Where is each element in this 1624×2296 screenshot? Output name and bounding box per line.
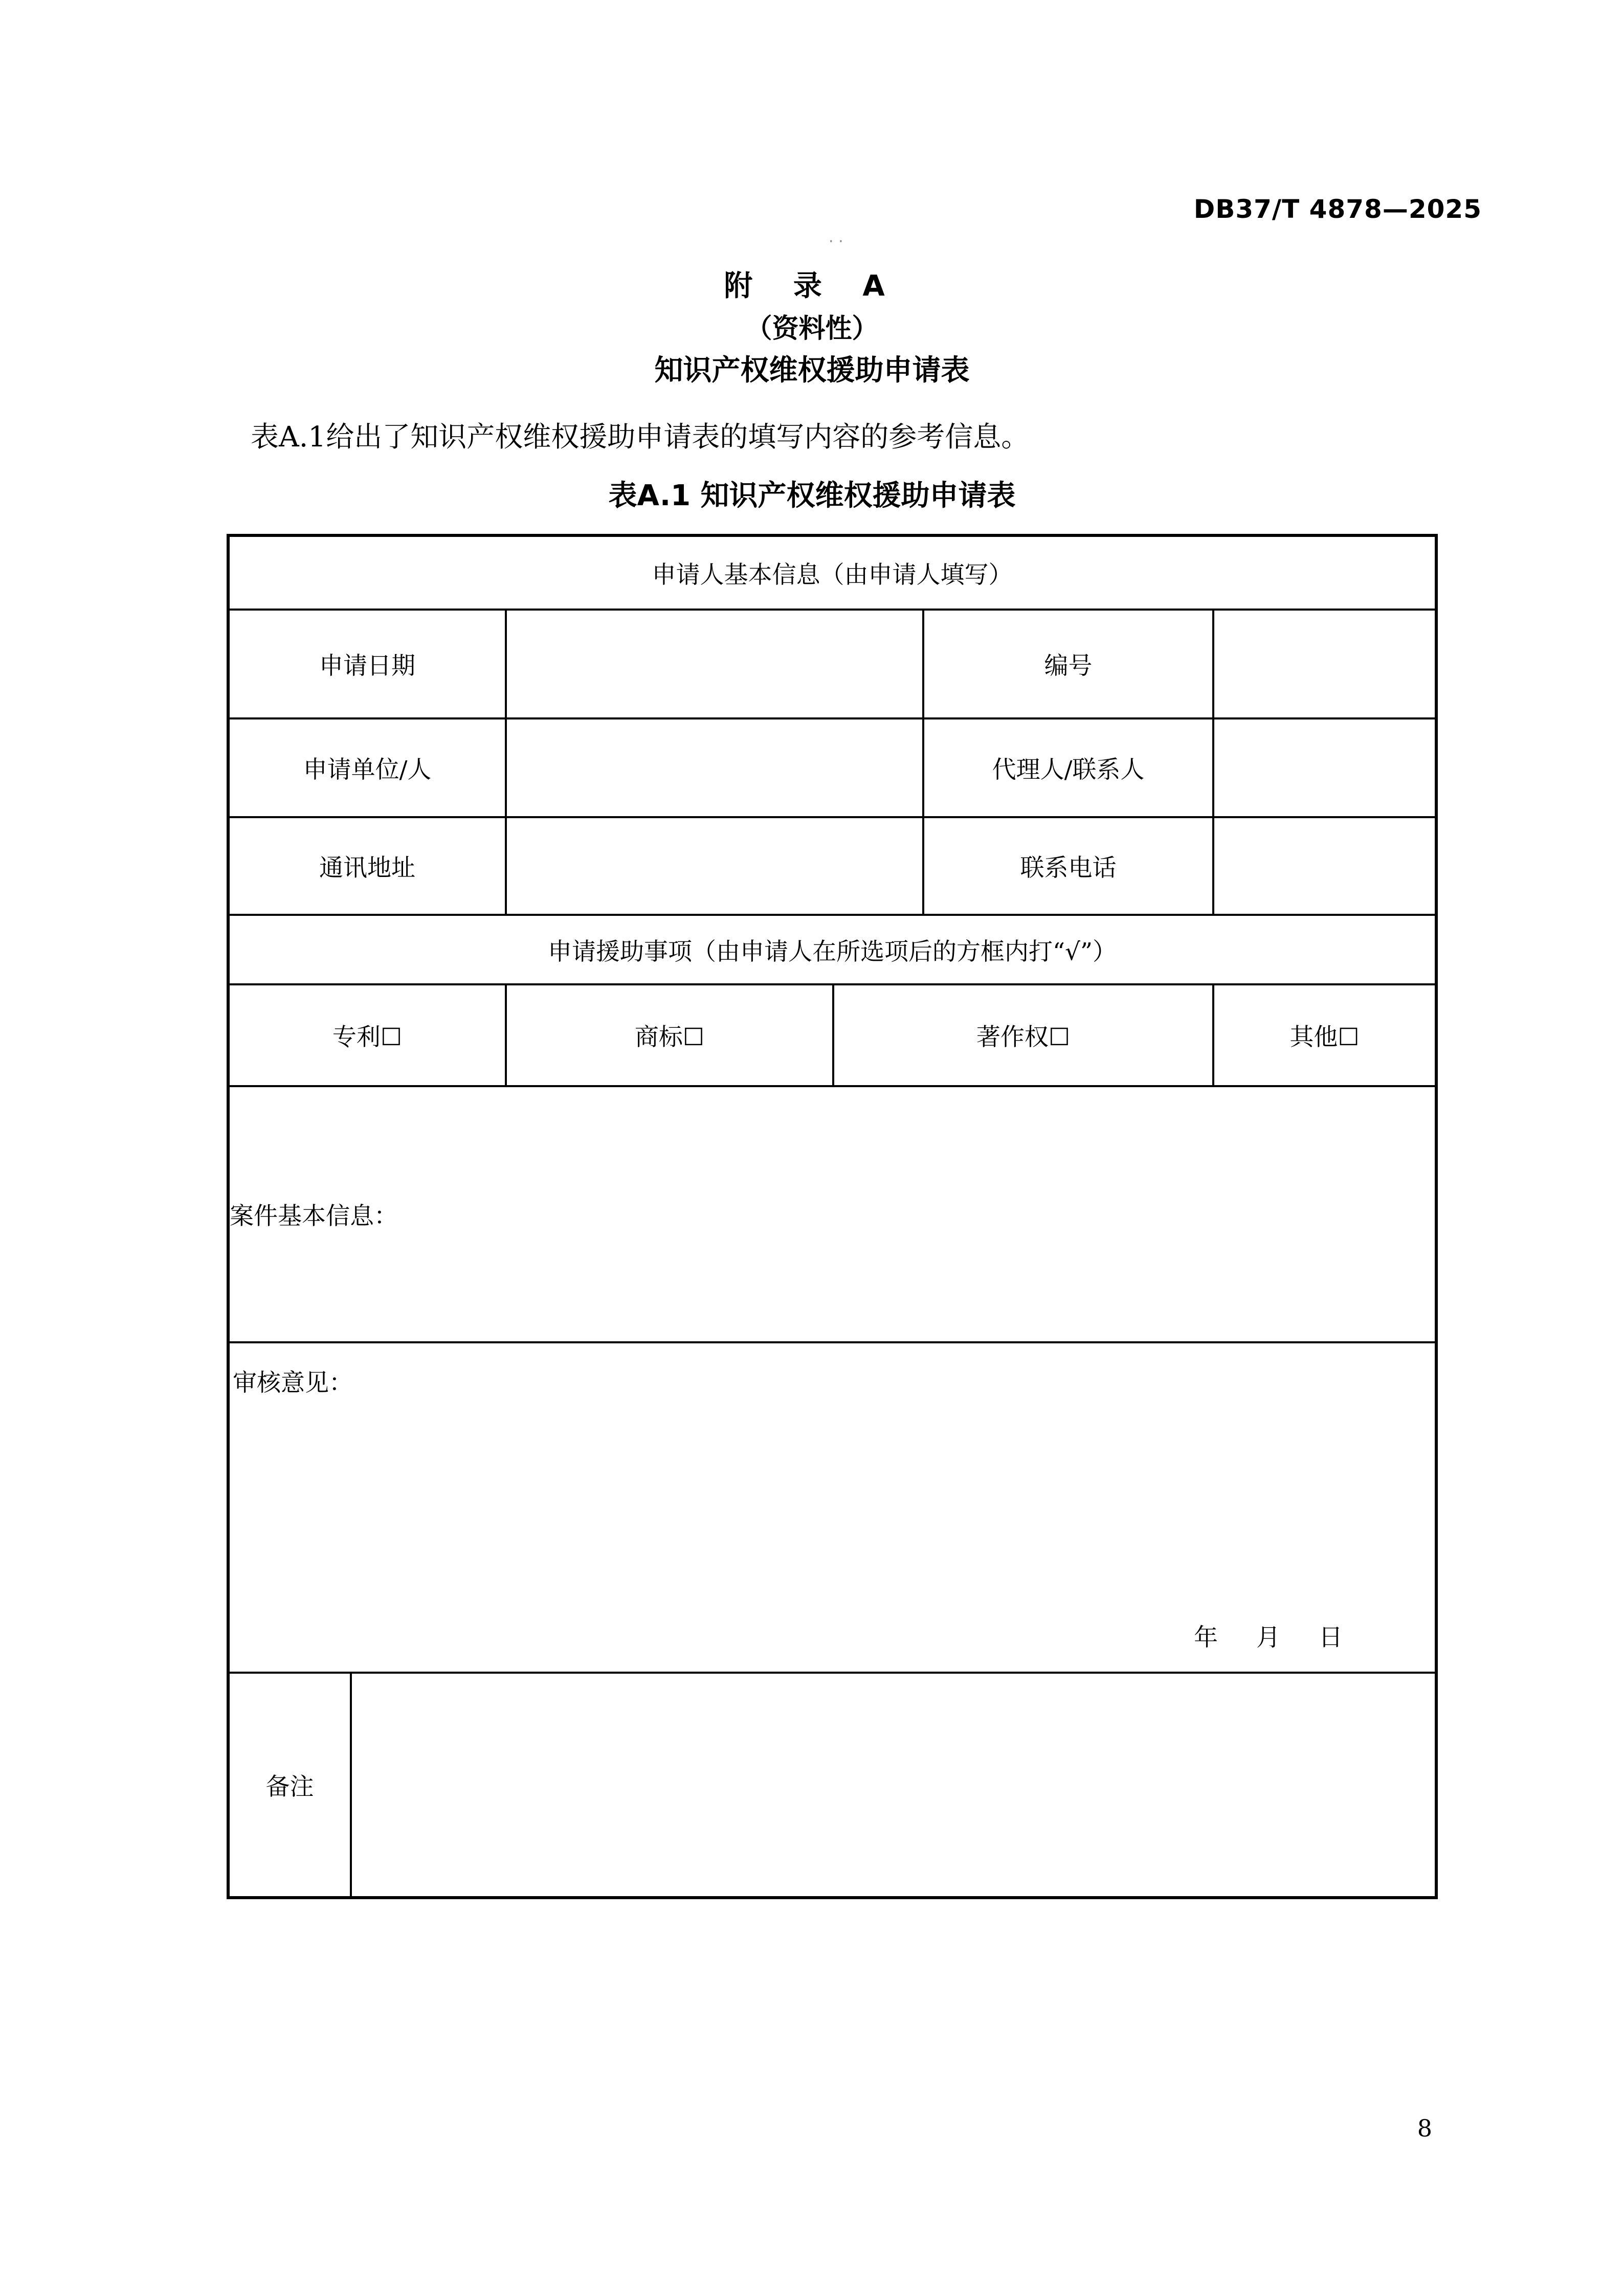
number-label: 编号 [923, 610, 1213, 718]
phone-field[interactable] [1213, 817, 1436, 915]
table-row [228, 1673, 1436, 1898]
appendix-nature: （资料性） [745, 313, 879, 344]
address-label: 通讯地址 [228, 817, 506, 915]
applicant-label: 申请单位/人 [228, 718, 506, 817]
apply-date-field[interactable] [506, 610, 923, 718]
table-row [228, 718, 1436, 817]
option-copyright[interactable]: 著作权☐ [833, 984, 1213, 1086]
case-info-field[interactable] [228, 1086, 1436, 1342]
table-row [228, 610, 1436, 718]
address-field[interactable] [506, 817, 923, 915]
decorative-dots: · · [829, 233, 843, 251]
apply-date-label: 申请日期 [228, 610, 506, 718]
table-row [228, 1342, 1436, 1673]
standard-code: DB37/T 4878—2025 [1193, 194, 1482, 224]
option-patent[interactable]: 专利☐ [228, 984, 506, 1086]
section-assistance-items: 申请援助事项（由申请人在所选项后的方框内打“√”） [228, 915, 1436, 984]
appendix-title: 知识产权维权援助申请表 [654, 354, 970, 387]
option-other[interactable]: 其他☐ [1213, 984, 1436, 1086]
table-row [228, 984, 1436, 1086]
remarks-label: 备注 [228, 1673, 351, 1898]
application-form-table [227, 534, 1438, 1899]
page-number: 8 [1417, 2114, 1432, 2142]
table-caption: 表A.1 知识产权维权援助申请表 [608, 479, 1016, 512]
appendix-label: 附 录 A [724, 269, 900, 303]
table-row [228, 817, 1436, 915]
phone-label: 联系电话 [923, 817, 1213, 915]
applicant-field[interactable] [506, 718, 923, 817]
table-row [228, 1086, 1436, 1342]
case-info-label: 案件基本信息： [230, 1202, 398, 1230]
review-field[interactable] [228, 1342, 1436, 1673]
agent-field[interactable] [1213, 718, 1436, 817]
review-label: 审核意见： [233, 1369, 353, 1397]
option-trademark[interactable]: 商标☐ [506, 984, 833, 1086]
review-date-line: 年 月 日 [1194, 1624, 1343, 1652]
intro-text: 表A.1给出了知识产权维权援助申请表的填写内容的参考信息。 [251, 420, 1030, 453]
table-row [228, 915, 1436, 984]
section-applicant-info: 申请人基本信息（由申请人填写） [228, 535, 1436, 610]
agent-label: 代理人/联系人 [923, 718, 1213, 817]
remarks-field[interactable] [351, 1673, 1436, 1898]
number-field[interactable] [1213, 610, 1436, 718]
table-row [228, 535, 1436, 610]
